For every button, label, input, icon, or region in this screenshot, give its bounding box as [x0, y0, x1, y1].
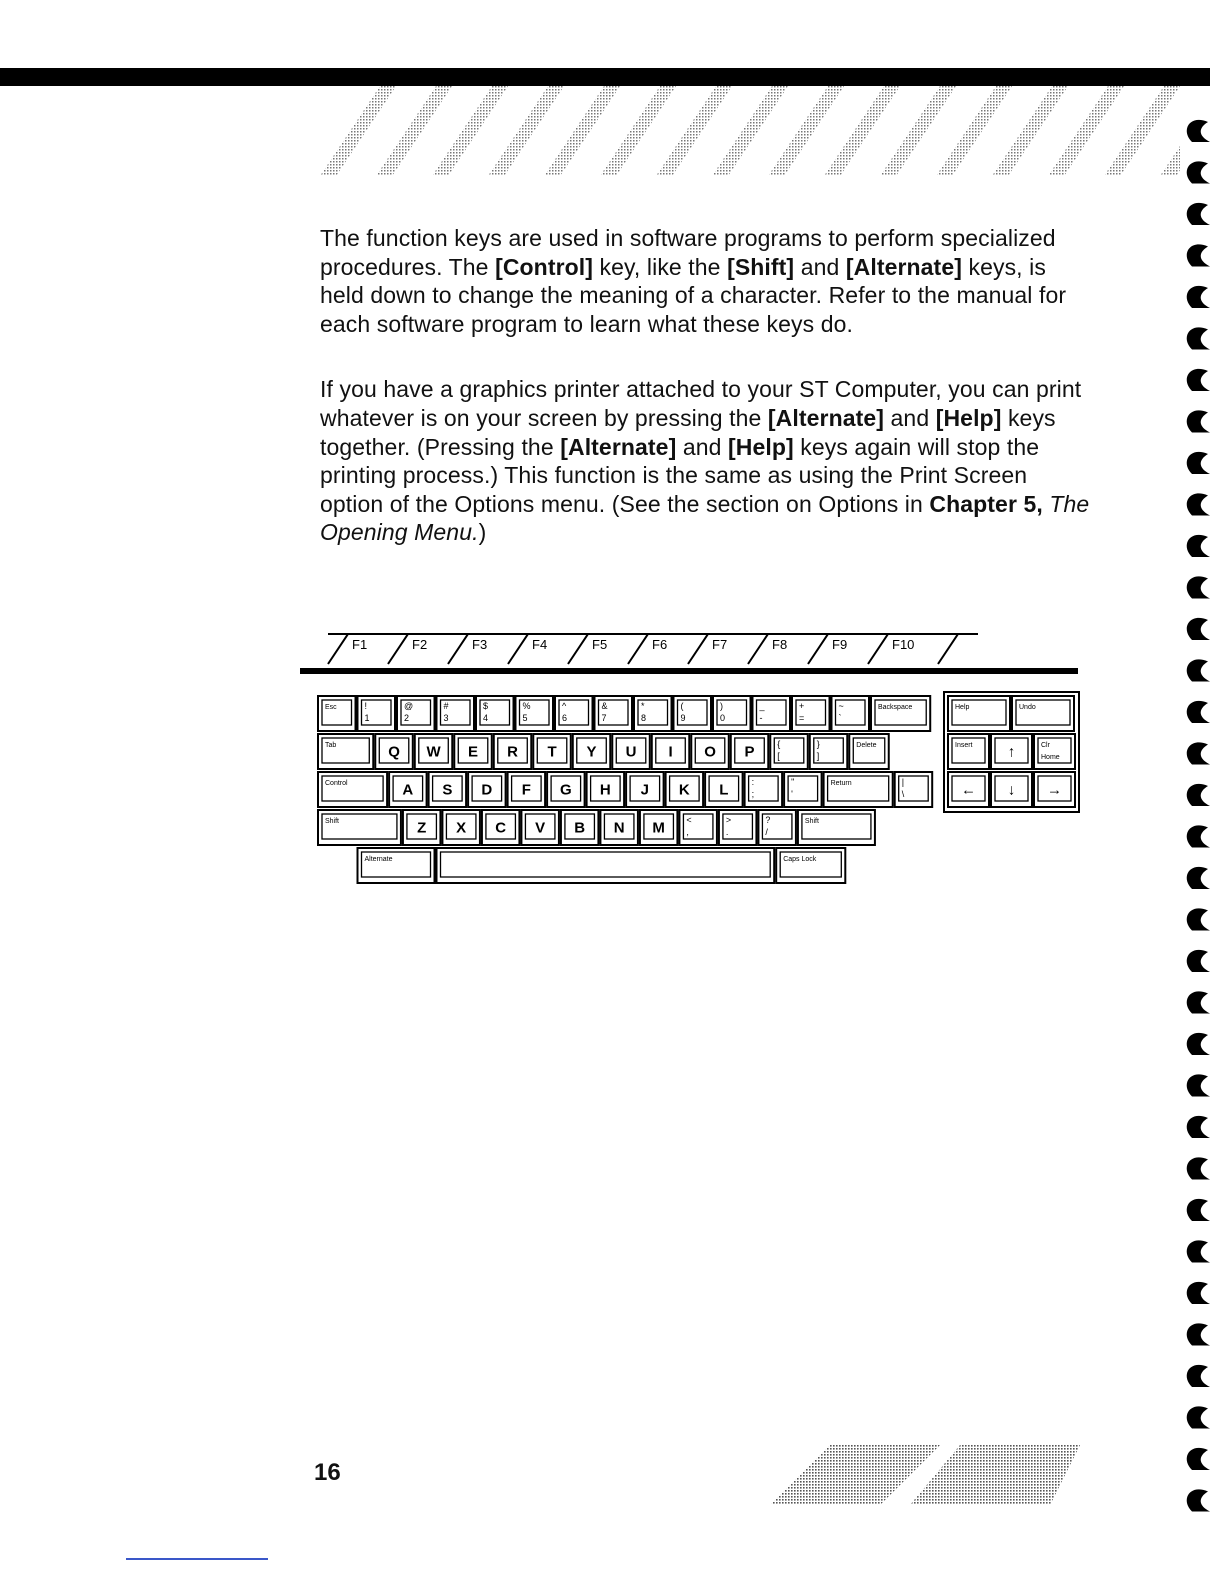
- svg-text:F7: F7: [712, 637, 728, 652]
- key-l: [705, 772, 743, 807]
- key-sym-31: [770, 734, 808, 769]
- svg-text:8: 8: [641, 713, 647, 723]
- svg-text:P: P: [744, 743, 755, 761]
- key-ref-alternate: [Alternate]: [767, 404, 885, 431]
- svg-text:): ): [720, 701, 723, 711]
- svg-text:F8: F8: [772, 637, 788, 652]
- key-right-arrow: [1034, 772, 1075, 807]
- key-h: [587, 772, 625, 807]
- footer-rule: [126, 1558, 268, 1560]
- key-sym-7: [595, 696, 633, 731]
- key-sym-3: [437, 696, 475, 731]
- svg-text:J: J: [640, 781, 650, 799]
- function-key-f7: [688, 634, 727, 664]
- footer-stripe-graphic: [770, 1445, 1090, 1505]
- key-z: [403, 810, 441, 845]
- key-sym-5: [516, 696, 554, 731]
- svg-text:K: K: [678, 781, 690, 799]
- svg-text:?: ?: [765, 815, 771, 825]
- key-sym-8: [634, 696, 672, 731]
- svg-text:F1: F1: [352, 637, 368, 652]
- main-text: [320, 224, 1090, 547]
- key-clr-home: [1034, 734, 1075, 769]
- key-f: [508, 772, 545, 807]
- svg-text:Control: Control: [325, 780, 348, 787]
- svg-text:B: B: [574, 819, 586, 837]
- key-b: [561, 810, 599, 845]
- svg-text:2: 2: [404, 713, 410, 723]
- key-x: [442, 810, 480, 845]
- paragraph-function-keys: The function keys are used in software programs to perform specialized procedures. The [Control] key, like the [Shift] and [Alternate] keys, is held down to change the meaning of a character. Refer to the manual for each software program to learn what these keys do.: [320, 225, 1067, 337]
- svg-text:Shift: Shift: [804, 818, 819, 825]
- key-a: [389, 772, 427, 807]
- svg-text:Clr: Clr: [1041, 742, 1050, 749]
- key-g: [547, 772, 585, 807]
- svg-text:S: S: [442, 781, 453, 799]
- svg-text:-: -: [759, 713, 763, 723]
- key-d: [468, 772, 506, 807]
- key-backspace: [871, 696, 930, 731]
- key-sym-50: [745, 772, 783, 807]
- svg-text:F3: F3: [472, 637, 488, 652]
- svg-text:5: 5: [522, 713, 528, 723]
- svg-text:<: <: [686, 815, 692, 825]
- chapter-title: The Opening Menu.: [320, 490, 1090, 546]
- key-sym-13: [832, 696, 870, 731]
- svg-text:Insert: Insert: [955, 742, 973, 749]
- key-ref-shift: [Shift]: [727, 253, 795, 280]
- svg-text:Alternate: Alternate: [364, 856, 393, 863]
- function-key-f3: [448, 634, 487, 664]
- key-o: [691, 734, 729, 769]
- svg-text:%: %: [522, 701, 531, 711]
- keyboard-svg: [300, 618, 1090, 918]
- svg-text:9: 9: [680, 713, 686, 723]
- key-alternate: [358, 848, 435, 883]
- svg-text:Backspace: Backspace: [878, 704, 913, 711]
- key-sym-68: [679, 810, 717, 845]
- key-u: [612, 734, 650, 769]
- svg-text:3: 3: [443, 713, 449, 723]
- key-q: [375, 734, 413, 769]
- svg-text:F: F: [521, 781, 531, 799]
- svg-text:Return: Return: [830, 780, 852, 787]
- svg-text:#: #: [443, 701, 449, 711]
- svg-text:H: H: [599, 781, 611, 799]
- key-caps-lock: [776, 848, 845, 883]
- svg-text:0: 0: [720, 713, 726, 723]
- svg-text:G: G: [560, 781, 572, 799]
- svg-text:I: I: [668, 743, 673, 761]
- svg-text:↑: ↑: [1007, 743, 1016, 761]
- svg-text:←: ←: [961, 781, 976, 799]
- key-shift: [318, 810, 401, 845]
- key-control: [318, 772, 387, 807]
- key-sym-1: [358, 696, 396, 731]
- svg-text:,: ,: [686, 827, 689, 837]
- svg-text:>: >: [725, 815, 732, 825]
- key-shift: [798, 810, 875, 845]
- key-ref-help: [Help]: [728, 433, 794, 460]
- function-key-f8: [748, 634, 787, 664]
- svg-text:W: W: [426, 743, 441, 761]
- svg-text:R: R: [507, 743, 518, 761]
- svg-text:7: 7: [601, 713, 607, 723]
- function-key-f2: [388, 634, 427, 664]
- svg-text:Help: Help: [955, 704, 970, 711]
- function-strip-rule: [300, 668, 1078, 674]
- function-key-f6: [628, 634, 667, 664]
- key-k: [666, 772, 704, 807]
- svg-text:→: →: [1047, 781, 1062, 799]
- key-up-arrow: [991, 734, 1032, 769]
- svg-text:Home: Home: [1041, 754, 1060, 761]
- paragraph-print-screen: If you have a graphics printer attached to your ST Computer, you can print whatever is on your screen by pressing the [Alternate] and [Help] keys together. (Pressing the [Alternate] and [Help] keys again will stop the printing process.) This function is the same as using the Print Screen option of the Options menu. (See the section on Options in Chapter 5, The Opening Menu.): [320, 376, 1090, 546]
- key-sym-69: [719, 810, 757, 845]
- header-bar: [0, 68, 1210, 86]
- svg-text:4: 4: [483, 713, 489, 723]
- header-stripe-graphic: [300, 86, 1180, 176]
- svg-text:F9: F9: [832, 637, 848, 652]
- svg-text:;: ;: [751, 789, 755, 799]
- svg-text:E: E: [468, 743, 479, 761]
- svg-text:/: /: [765, 827, 768, 837]
- function-key-f9: [808, 634, 847, 664]
- key-ref-help: [Help]: [935, 404, 1002, 431]
- svg-text:+: +: [799, 701, 805, 711]
- svg-text:^: ^: [562, 701, 567, 711]
- key-sym-9: [674, 696, 712, 731]
- key-sym-53: [895, 772, 933, 807]
- svg-text:Delete: Delete: [856, 742, 877, 749]
- svg-text:[: [: [777, 751, 780, 761]
- key-y: [573, 734, 611, 769]
- svg-text:{: {: [777, 739, 781, 749]
- svg-text:L: L: [719, 781, 729, 799]
- svg-text:X: X: [456, 819, 467, 837]
- key-v: [521, 810, 559, 845]
- key-s: [429, 772, 467, 807]
- key-left-arrow: [948, 772, 989, 807]
- svg-text:_: _: [759, 701, 765, 711]
- key-sym-2: [397, 696, 435, 731]
- svg-text:F5: F5: [592, 637, 608, 652]
- svg-text:\: \: [901, 789, 905, 799]
- function-key-f4: [508, 634, 547, 664]
- svg-text:↓: ↓: [1007, 781, 1016, 799]
- svg-text:*: *: [641, 701, 645, 711]
- key-j: [626, 772, 664, 807]
- svg-text:": ": [791, 777, 795, 787]
- svg-text:Caps Lock: Caps Lock: [783, 856, 817, 863]
- key-esc: [318, 696, 356, 731]
- key-p: [731, 734, 769, 769]
- key-undo: [1012, 696, 1074, 731]
- key-space: [437, 848, 775, 883]
- spiral-binding: [1168, 110, 1224, 1530]
- svg-text:}: }: [816, 739, 820, 749]
- key-delete: [849, 734, 888, 769]
- keyboard-diagram: [300, 618, 1090, 918]
- key-ref-alternate: [Alternate]: [560, 433, 677, 460]
- key-m: [640, 810, 678, 845]
- key-e: [454, 734, 492, 769]
- svg-text:`: `: [838, 713, 842, 723]
- svg-text:Esc: Esc: [325, 704, 337, 711]
- svg-text:!: !: [364, 701, 368, 711]
- page-number: 16: [314, 1459, 341, 1486]
- key-w: [415, 734, 453, 769]
- svg-text:Undo: Undo: [1019, 704, 1036, 711]
- key-return: [824, 772, 893, 807]
- key-ref-control: [Control]: [495, 253, 594, 280]
- svg-text:Q: Q: [388, 743, 400, 761]
- key-sym-32: [810, 734, 848, 769]
- key-ref-alternate: [Alternate]: [845, 253, 962, 280]
- svg-text:|: |: [901, 777, 905, 787]
- function-key-f10: [868, 634, 914, 664]
- svg-text:N: N: [613, 819, 625, 837]
- key-r: [494, 734, 532, 769]
- function-key-f1: [328, 634, 367, 664]
- svg-text:]: ]: [816, 751, 820, 761]
- svg-text:Y: Y: [586, 743, 597, 761]
- svg-text:@: @: [404, 701, 414, 711]
- svg-text:T: T: [547, 743, 557, 761]
- svg-text:1: 1: [364, 713, 370, 723]
- key-sym-6: [555, 696, 593, 731]
- svg-text:F10: F10: [892, 637, 915, 652]
- svg-text:.: .: [725, 827, 729, 837]
- svg-text:C: C: [495, 819, 507, 837]
- svg-text:A: A: [402, 781, 414, 799]
- svg-text:~: ~: [838, 701, 844, 711]
- svg-text:&: &: [601, 701, 608, 711]
- svg-text:M: M: [652, 819, 665, 837]
- svg-text:U: U: [625, 743, 637, 761]
- key-help: [948, 696, 1010, 731]
- key-sym-70: [758, 810, 796, 845]
- key-n: [600, 810, 638, 845]
- svg-text:V: V: [535, 819, 546, 837]
- key-down-arrow: [991, 772, 1032, 807]
- chapter-reference: Chapter 5,: [929, 490, 1043, 517]
- svg-text:Tab: Tab: [325, 742, 337, 749]
- key-t: [533, 734, 571, 769]
- key-sym-4: [476, 696, 514, 731]
- svg-text:Shift: Shift: [325, 818, 340, 825]
- key-sym-10: [713, 696, 751, 731]
- svg-text:(: (: [680, 701, 684, 711]
- svg-text::: :: [751, 777, 755, 787]
- svg-text:$: $: [483, 701, 489, 711]
- svg-text:6: 6: [562, 713, 568, 723]
- svg-text:D: D: [481, 781, 493, 799]
- svg-text:F4: F4: [532, 637, 548, 652]
- svg-text:F6: F6: [652, 637, 668, 652]
- svg-text:=: =: [799, 713, 805, 723]
- function-key-f5: [568, 634, 607, 664]
- key-sym-11: [753, 696, 791, 731]
- key-i: [652, 734, 690, 769]
- svg-text:Z: Z: [417, 819, 427, 837]
- key-tab: [318, 734, 373, 769]
- key-sym-12: [792, 696, 830, 731]
- svg-text:F2: F2: [412, 637, 428, 652]
- key-sym-51: [784, 772, 822, 807]
- key-insert: [948, 734, 989, 769]
- key-c: [482, 810, 520, 845]
- svg-text:': ': [791, 789, 793, 799]
- svg-text:O: O: [704, 743, 716, 761]
